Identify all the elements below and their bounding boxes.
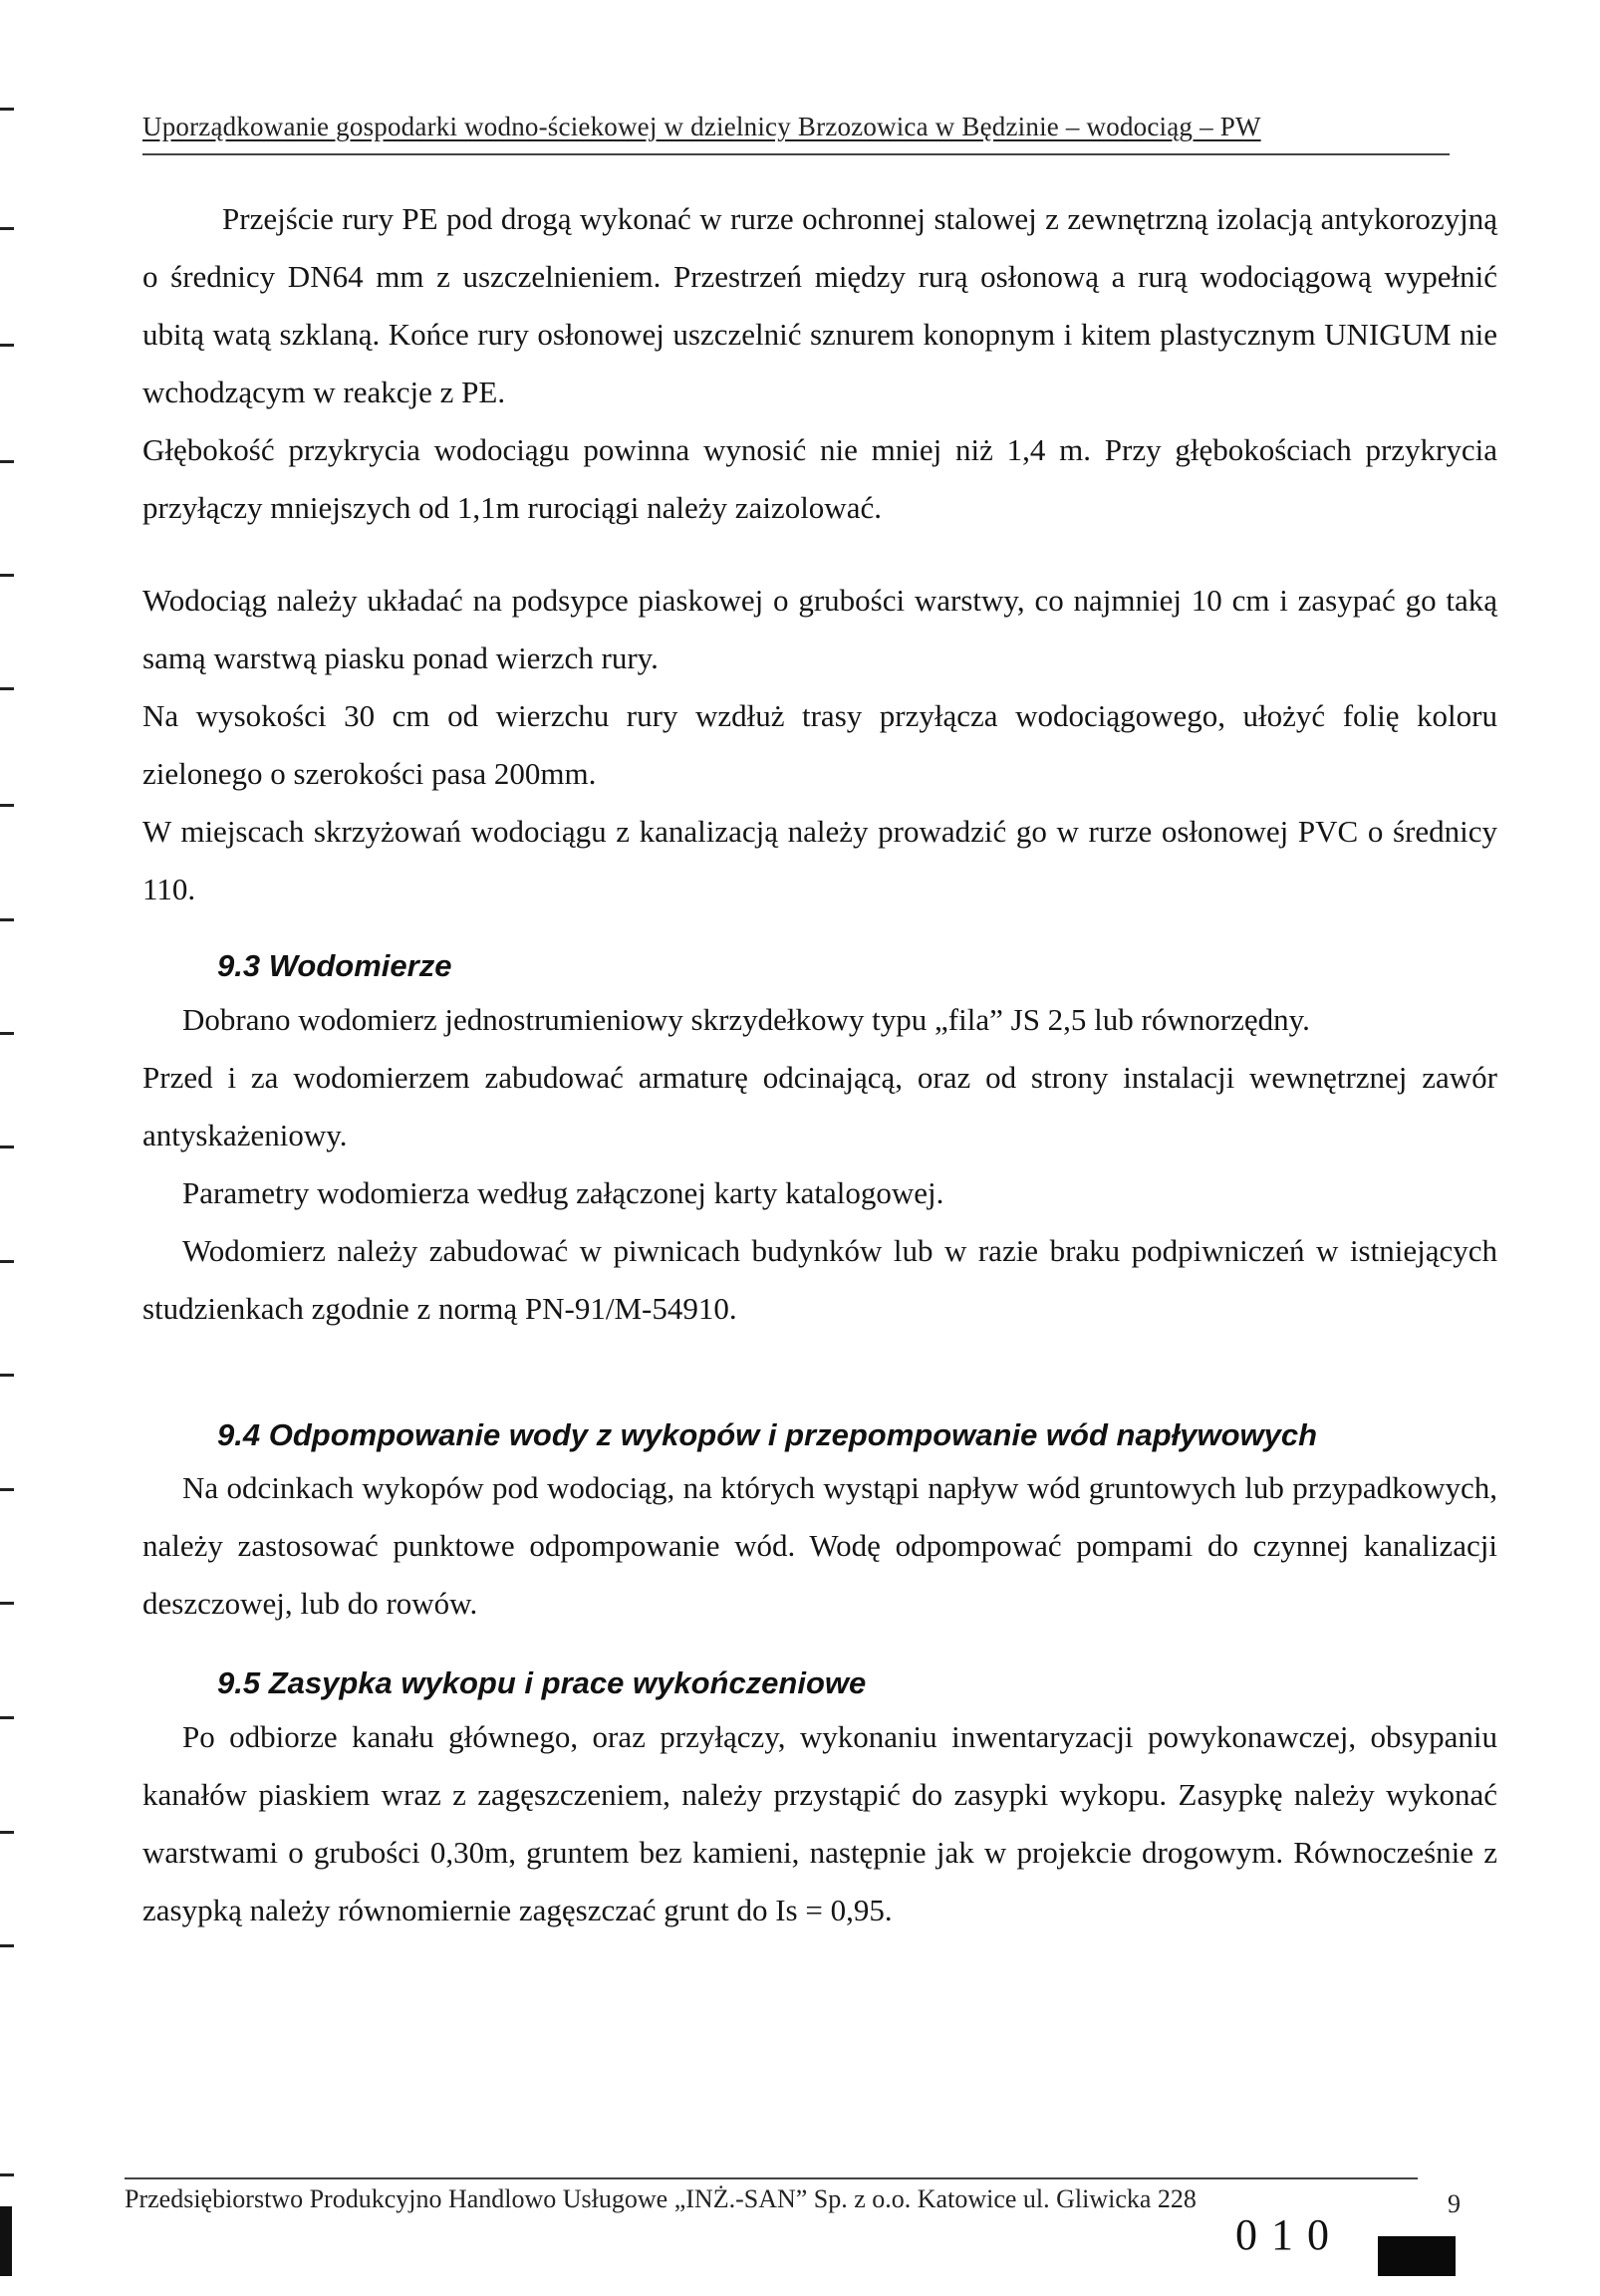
running-header <box>142 112 1448 142</box>
scan-margin-mark <box>0 2173 14 2176</box>
scan-margin-mark <box>0 1032 14 1035</box>
paragraph-cover-depth: Głębokość przykrycia wodociągu powinna wynosić nie mniej niż 1,4 m. Przy głębokościach przykrycia przyłączy mniejszych od 1,1m rurociągi należy zaizolować. <box>142 432 1497 525</box>
header-text: Uporządkowanie gospodarki wodno-ściekowej w dzielnicy Brzozowica w Będzinie – wodociąg – PW <box>142 112 1261 141</box>
scan-margin-mark <box>0 918 14 921</box>
section-heading-9-4: 9.4 Odpompowanie wody z wykopów i przepompowanie wód napływowych <box>217 1417 1318 1452</box>
scan-margin-mark <box>0 1146 14 1148</box>
scan-margin-mark <box>0 1716 14 1719</box>
scan-margin-mark <box>0 344 14 347</box>
paragraph-sand-bedding: Wodociąg należy układać na podsypce piaskowej o grubości warstwy, co najmniej 10 cm i zasypać go taką samą warstwą piasku ponad wierzch rury. <box>142 583 1497 675</box>
scan-margin-mark <box>0 1944 14 1947</box>
footer-rule <box>125 2177 1418 2179</box>
paragraph-crossings: W miejscach skrzyżowań wodociągu z kanalizacją należy prowadzić go w rurze osłonowej PVC o średnicy 110. <box>142 814 1497 906</box>
section-heading-9-3: 9.3 Wodomierze <box>217 948 452 983</box>
scan-margin-mark <box>0 1374 14 1377</box>
paragraph-water-meter: Dobrano wodomierz jednostrumieniowy skrzydełkowy typu „fila” JS 2,5 lub równorzędny. <box>182 1002 1310 1037</box>
paragraph-dewatering: Na odcinkach wykopów pod wodociąg, na których wystąpi napływ wód gruntowych lub przypadkowych, należy zastosować punktowe odpompowanie wód. Wodę odpompować pompami do czynnej kanalizacji deszczowej, lub do rowów. <box>142 1470 1497 1621</box>
section-9-4-body <box>142 1459 1497 1633</box>
intro-block <box>142 190 1497 537</box>
section-9-5-body <box>142 1708 1497 1939</box>
paragraph-meter-parameters: Parametry wodomierza według załączonej karty katalogowej. <box>182 1175 944 1210</box>
paragraph-meter-installation: Wodomierz należy zabudować w piwnicach budynków lub w razie braku podpiwniczeń w istniejących studzienkach zgodnie z normą PN-91/M-54910. <box>142 1233 1497 1326</box>
paragraph-pipe-casing: Przejście rury PE pod drogą wykonać w rurze ochronnej stalowej z zewnętrzną izolacją antykorozyjną o średnicy DN64 mm z uszczelnieniem. Przestrzeń między rurą osłonową a rurą wodociągową wypełnić ubitą watą szklaną. Końce rury osłonowej uszczelnić sznurem konopnym i kitem plastycznym UNIGUM nie wchodzącym w reakcje z PE. <box>142 201 1497 409</box>
scan-margin-mark <box>0 460 14 463</box>
section-9-3-body <box>142 991 1497 1338</box>
scan-margin-mark <box>0 108 14 111</box>
scan-margin-mark <box>0 227 14 230</box>
bedding-block <box>142 572 1497 918</box>
paragraph-shutoff-valves: Przed i za wodomierzem zabudować armaturę odcinającą, oraz od strony instalacji wewnętrznej zawór antyskażeniowy. <box>142 1060 1497 1152</box>
black-tab-marker <box>1378 2236 1456 2276</box>
scan-margin-bar <box>0 2206 12 2276</box>
paragraph-backfill: Po odbiorze kanału głównego, oraz przyłączy, wykonaniu inwentaryzacji powykonawczej, obsypaniu kanałów piaskiem wraz z zagęszczeniem, należy przystąpić do zasypki wykopu. Zasypkę należy wykonać warstwami o grubości 0,30m, gruntem bez kamieni, następnie jak w projekcie drogowym. Równocześnie z zasypką należy równomiernie zagęszczać grunt do Is = 0,95. <box>142 1719 1497 1927</box>
scan-margin-mark <box>0 1488 14 1491</box>
stamp-number: 010 <box>1235 2210 1343 2259</box>
section-heading-9-5: 9.5 Zasypka wykopu i prace wykończeniowe <box>217 1665 867 1700</box>
scan-margin-mark <box>0 574 14 577</box>
page-number: 9 <box>1448 2189 1461 2218</box>
scan-margin-mark <box>0 1260 14 1263</box>
scan-margin-mark <box>0 1831 14 1834</box>
scan-margin-mark <box>0 804 14 807</box>
footer-company: Przedsiębiorstwo Produkcyjno Handlowo Usługowe „INŻ.-SAN” Sp. z o.o. Katowice ul. Gliwicka 228 <box>125 2184 1197 2213</box>
scan-margin-mark <box>0 687 14 690</box>
scan-margin-mark <box>0 1602 14 1605</box>
paragraph-warning-foil: Na wysokości 30 cm od wierzchu rury wzdłuż trasy przyłącza wodociągowego, ułożyć folię koloru zielonego o szerokości pasa 200mm. <box>142 698 1497 791</box>
header-rule <box>142 153 1450 155</box>
